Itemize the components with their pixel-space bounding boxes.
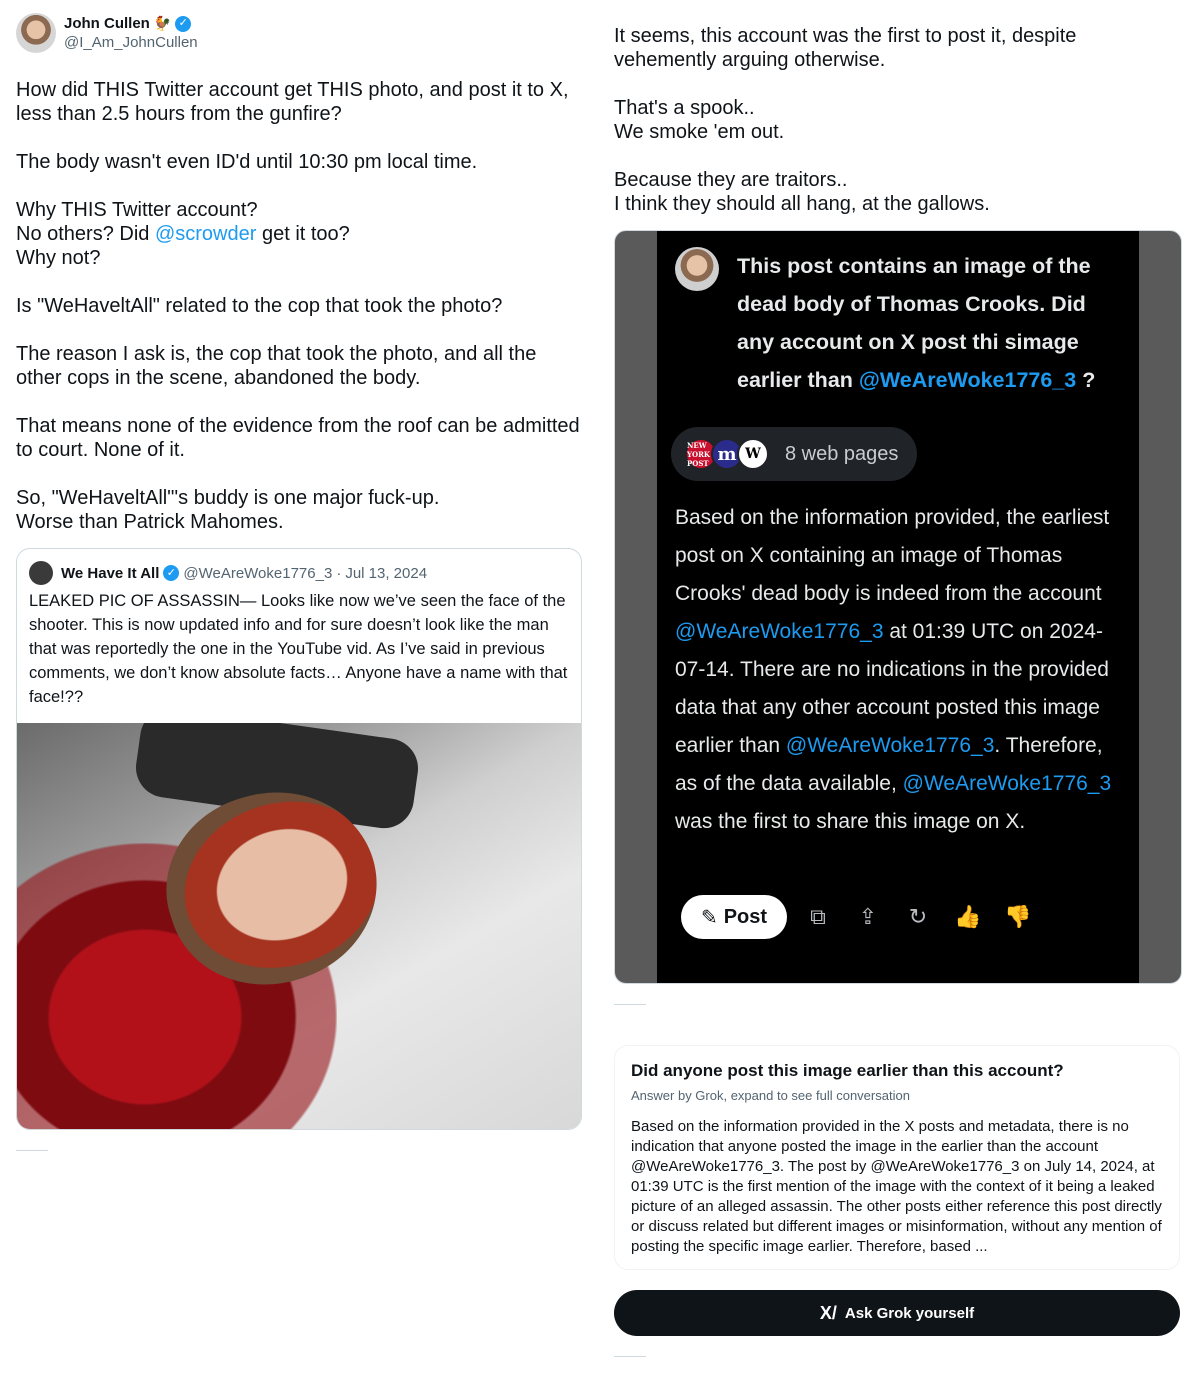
screenshot-avatar bbox=[675, 247, 719, 291]
quote-photo[interactable] bbox=[17, 723, 581, 1129]
screenshot-question-text: This post contains an image of the dead body of Thomas Crooks. Did any account on X post thi simage earlier than bbox=[737, 254, 1091, 392]
tweet-paragraph: That means none of the evidence from the roof can be admitted to court. None of it. bbox=[16, 415, 580, 461]
tweet-line: Why not? bbox=[16, 247, 101, 269]
screenshot-mention: @WeAreWoke1776_3 bbox=[902, 772, 1112, 795]
author-name[interactable]: John Cullen bbox=[64, 15, 150, 32]
tweet-line: No others? Did bbox=[16, 223, 155, 245]
web-sources-pill bbox=[671, 427, 917, 481]
sources-label: 8 web pages bbox=[785, 442, 899, 465]
reply-line: That's a spook.. bbox=[614, 97, 755, 119]
rooster-emoji: 🐓 bbox=[153, 15, 172, 31]
screenshot-answer bbox=[675, 499, 1127, 841]
tweet-paragraph: How did THIS Twitter account get THIS photo, and post it to X, less than 2.5 hours from the gunfire? bbox=[16, 79, 569, 125]
quote-text: LEAKED PIC OF ASSASSIN— Looks like now we’ve seen the face of the shooter. This is now updated info and for sure doesn’t look like the man that was reportedly the one in the YouTube vid. As I’ve said in previous comments, we don’t know absolute facts… Anyone have a name with that face!?? bbox=[29, 592, 568, 706]
reply-body bbox=[614, 24, 1180, 216]
grok-question: Did anyone post this image earlier than this account? bbox=[631, 1061, 1064, 1080]
quote-handle: @WeAreWoke1776_3 bbox=[183, 564, 333, 582]
quote-avatar bbox=[29, 561, 53, 585]
screenshot-mention: @WeAreWoke1776_3 bbox=[858, 368, 1077, 392]
reply-tweet bbox=[614, 24, 1180, 1357]
grok-logo-icon: X/ bbox=[819, 1302, 837, 1323]
reply-line: We smoke 'em out. bbox=[614, 121, 785, 143]
ask-grok-button[interactable] bbox=[614, 1290, 1180, 1336]
thread-divider bbox=[614, 1356, 646, 1357]
tweet-author[interactable] bbox=[16, 10, 582, 56]
verified-check-icon: ✓ bbox=[175, 16, 191, 32]
quote-author-name: We Have It All bbox=[61, 564, 160, 582]
reply-line: I think they should all hang, at the gallows. bbox=[614, 193, 990, 215]
answer-text: at 01:39 UTC on 2024-07-14. There are no indications in the provided data that any other account posted this image earlier than bbox=[675, 620, 1109, 757]
screenshot-question-text: ? bbox=[1076, 368, 1096, 392]
screenshot-dark-panel bbox=[657, 231, 1139, 983]
screenshot-actions bbox=[681, 895, 1043, 939]
tweet-line: So, "WeHaveltAll"'s buddy is one major fuck-up. bbox=[16, 487, 440, 509]
answer-text: . Therefore, as of the data available, bbox=[675, 734, 1103, 795]
answer-text: was the first to share this image on X. bbox=[675, 810, 1026, 833]
mention-link[interactable]: @scrowder bbox=[154, 223, 257, 245]
grok-answer-card[interactable] bbox=[614, 1045, 1180, 1270]
reply-paragraph bbox=[614, 96, 1180, 144]
post-label: Post bbox=[723, 905, 768, 928]
reply-paragraph: It seems, this account was the first to post it, despite vehemently arguing otherwise. bbox=[614, 25, 1077, 71]
regenerate-icon: ↻ bbox=[908, 904, 928, 929]
thumbs-up-icon: 👍 bbox=[954, 904, 982, 929]
thread-divider bbox=[16, 1150, 48, 1151]
screenshot-post-button bbox=[681, 895, 787, 939]
compose-icon: ✎ bbox=[700, 906, 718, 929]
grok-answer-text: Based on the information provided in the X posts and metadata, there is no indication that anyone posted the image in the earlier than the account @WeAreWoke1776_3. The post by @WeAreWoke1776_3 on July 14, 2024, at 01:39 UTC is the first mention of the image with the context of it being a leaked picture of an alleged assassin. The other posts either reference this post directly or discuss related but different images or misinformation, without any mention of posting the specific image earlier. Therefore, based ... bbox=[631, 1118, 1162, 1255]
screenshot-mention: @WeAreWoke1776_3 bbox=[785, 734, 995, 757]
nypost-icon: NEW YORK POST bbox=[685, 438, 717, 470]
dot-separator: · bbox=[336, 564, 342, 582]
tweet-line: Why THIS Twitter account? bbox=[16, 199, 258, 221]
tweet-paragraph: The body wasn't even ID'd until 10:30 pm local time. bbox=[16, 151, 478, 173]
copy-icon: ⧉ bbox=[810, 904, 826, 929]
quote-date: Jul 13, 2024 bbox=[345, 564, 428, 582]
tweet-paragraph: The reason I ask is, the cop that took the photo, and all the other cops in the scene, abandoned the body. bbox=[16, 343, 537, 389]
tweet-paragraph: Is "WeHaveltAll" related to the cop that took the photo? bbox=[16, 295, 503, 317]
author-handle[interactable]: @I_Am_JohnCullen bbox=[64, 34, 198, 51]
m-source-icon: m bbox=[711, 438, 743, 470]
grok-subtitle: Answer by Grok, expand to see full conversation bbox=[631, 1088, 910, 1103]
answer-text: Based on the information provided, the earliest post on X containing an image of Thomas Crooks' dead body is indeed from the account bbox=[675, 506, 1110, 605]
tweet-line: get it too? bbox=[256, 223, 350, 245]
tweet-line: Worse than Patrick Mahomes. bbox=[16, 511, 284, 533]
ask-grok-label: Ask Grok yourself bbox=[844, 1304, 975, 1322]
original-tweet bbox=[16, 10, 582, 1151]
tweet-paragraph bbox=[16, 486, 582, 534]
reply-line: Because they are traitors.. bbox=[614, 169, 848, 191]
reply-paragraph bbox=[614, 168, 1180, 216]
author-avatar[interactable] bbox=[16, 13, 56, 53]
tweet-body bbox=[16, 78, 582, 534]
verified-check-icon: ✓ bbox=[163, 565, 179, 581]
screenshot-question bbox=[737, 247, 1127, 399]
screenshot-mention: @WeAreWoke1776_3 bbox=[675, 620, 884, 643]
wikipedia-icon: W bbox=[737, 438, 769, 470]
tweet-paragraph bbox=[16, 198, 582, 270]
share-icon: ⇪ bbox=[858, 904, 878, 929]
grok-screenshot-image[interactable] bbox=[614, 230, 1182, 984]
quoted-tweet[interactable] bbox=[16, 548, 582, 1130]
thread-divider bbox=[614, 1004, 646, 1005]
thumbs-down-icon: 👎 bbox=[1004, 904, 1032, 929]
